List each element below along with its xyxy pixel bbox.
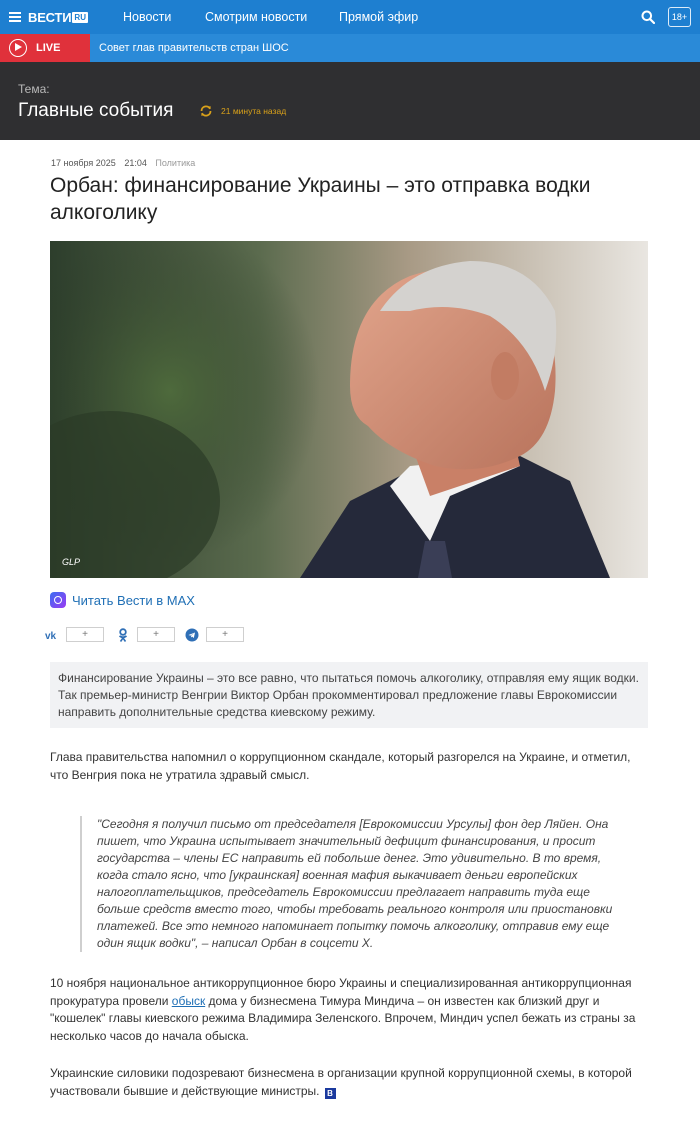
article-date: 17 ноября 2025 <box>51 158 116 168</box>
live-button[interactable] <box>0 34 90 62</box>
refresh-icon <box>199 104 213 118</box>
article-quote: "Сегодня я получил письмо от председателя [Еврокомиссии Урсулы] фон дер Ляйен. Она пишет, что Украина испытывает значительный дефицит финансирования, и просит государства – члены ЕС направить ей побольше денег. Это удивительно. В то время, когда стало ясно, что [украинская] военная мафия выкачивает деньги европейских налогоплательщиков, председатель Еврокомиссии предлагает направить туда еще больше средств вместо того, чтобы требовать реального контроля или приостановки платежей. Все это немного напоминает попытку помочь алкоголику, отправив ему еще один ящик водки", – написал Орбан в соцсети X. <box>80 816 625 952</box>
play-icon <box>9 39 27 57</box>
live-headline-link[interactable]: Совет глав правительств стран ШОС <box>99 42 289 54</box>
odnoklassniki-icon <box>116 628 132 642</box>
nav-news[interactable]: Новости <box>123 10 172 24</box>
paragraph-2-text-start: 10 ноября национальное антикоррупционное бюро Украины и специализированная антикоррупционная прокуратура провели <box>50 976 632 1008</box>
article-paragraph-2 <box>50 975 650 1045</box>
article-photo <box>50 241 648 578</box>
read-in-max-label: Читать Вести в MAX <box>72 592 195 608</box>
logo-text: ВЕСТИ <box>28 9 72 25</box>
read-in-max-link[interactable] <box>50 592 195 608</box>
share-telegram[interactable] <box>185 627 244 642</box>
share-telegram-count-button[interactable]: + <box>206 627 244 642</box>
theme-caption: Тема: <box>18 82 50 96</box>
theme-title-link[interactable]: Главные события <box>18 100 174 121</box>
site-logo[interactable] <box>28 10 88 24</box>
vk-icon <box>45 628 61 642</box>
telegram-icon <box>185 628 201 642</box>
portrait-illustration <box>50 241 648 578</box>
article-paragraph-1: Глава правительства напомнил о коррупционном скандале, который разгорелся на Украине, и отметил, что Венгрия пока не утратила здравый смысл. <box>50 750 631 782</box>
age-rating-badge: 18+ <box>668 7 691 27</box>
theme-header <box>0 62 700 140</box>
article-paragraph-3 <box>50 1065 650 1100</box>
menu-icon[interactable] <box>9 12 21 22</box>
article-time: 21:04 <box>124 158 147 168</box>
live-bar <box>0 34 700 62</box>
paragraph-2-text-end: дома у бизнесмена Тимура Миндича – он известен как близкий друг и "кошелек" главы киевского режима Владимира Зеленского. Впрочем, Миндич успел бежать из страны за несколько часов до начала обыска. <box>50 993 636 1043</box>
vesti-end-badge: В <box>325 1088 336 1099</box>
share-ok-count-button[interactable]: + <box>137 627 175 642</box>
top-navigation-bar <box>0 0 700 34</box>
search-article-link[interactable]: обыск <box>171 993 206 1008</box>
nav-live-broadcast[interactable]: Прямой эфир <box>339 10 419 24</box>
article-title: Орбан: финансирование Украины – это отправка водки алкоголику <box>50 174 591 224</box>
photo-credit: GLP <box>62 557 81 567</box>
article-category-link[interactable]: Политика <box>155 158 196 168</box>
svg-text:vk: vk <box>45 630 57 642</box>
paragraph-3-text: Украинские силовики подозревают бизнесмена в организации крупной коррупционной схемы, в которой участвовали бывшие и действующие министры. <box>50 1066 632 1098</box>
article-meta <box>51 158 201 168</box>
share-vk[interactable] <box>45 627 104 642</box>
share-ok[interactable] <box>116 627 175 642</box>
logo-suffix: RU <box>74 12 86 22</box>
max-app-icon <box>50 592 66 608</box>
article-lead: Финансирование Украины – это все равно, что пытаться помочь алкоголику, отправляя ему ящик водки. Так премьер-министр Венгрии Виктор Орбан прокомментировал предложение главы Еврокомиссии направить дополнительные средства киевскому режиму. <box>50 662 648 728</box>
nav-watch-news[interactable]: Смотрим новости <box>205 10 308 24</box>
search-icon[interactable] <box>641 10 655 24</box>
share-vk-count-button[interactable]: + <box>66 627 104 642</box>
live-label: LIVE <box>36 42 61 54</box>
theme-updated-time: 21 минута назад <box>221 106 287 116</box>
